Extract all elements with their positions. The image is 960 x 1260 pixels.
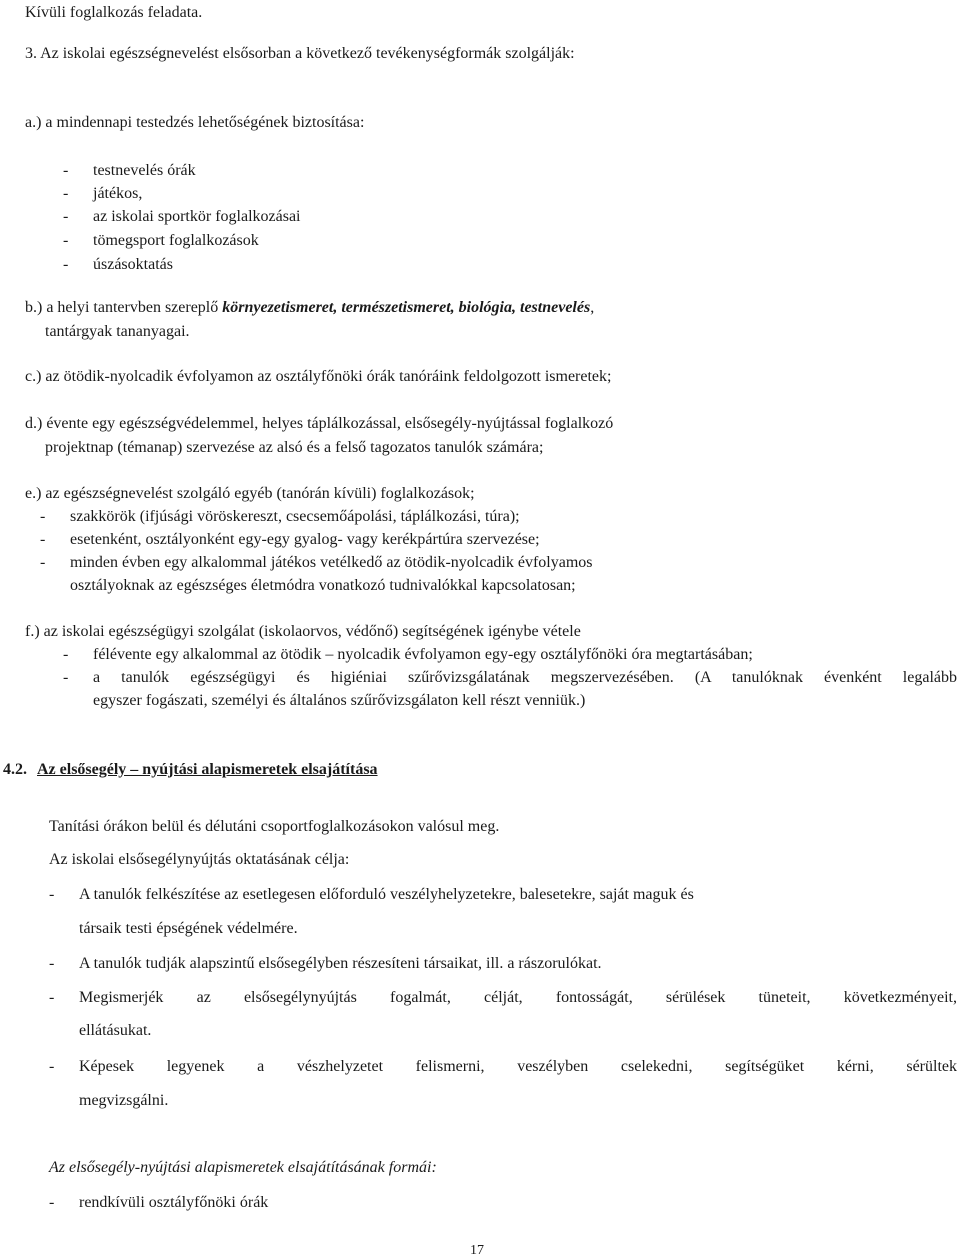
list-item: a tanulók egészségügyi és higiéniai szűrővizsgálatának megszervezésében. (A tanulóknak évenként legalább [93,669,957,686]
section-3-heading: 3. Az iskolai egészségnevelést elsősorban a következő tevékenységformák szolgálják: [25,45,575,62]
list-item: tömegsport foglalkozások [93,232,259,249]
bullet-dash: - [63,669,69,686]
bullet-dash: - [63,232,69,249]
item-d-line1: d.) évente egy egészségvédelemmel, helyes táplálkozással, elsősegély-nyújtással foglalkozó [25,415,614,432]
goal-item-line2: ellátásukat. [79,1022,152,1039]
goal-item-line1: Megismerjék az elsősegélynyújtás fogalmát, célját, fontosságát, sérülések tüneteit, következményeit, [79,989,957,1006]
list-item: játékos, [93,185,143,202]
bullet-dash: - [49,886,55,903]
top-line: Kívüli foglalkozás feladata. [25,4,203,21]
page-number: 17 [470,1243,484,1258]
item-e-text: e.) az egészségnevelést szolgáló egyéb (tanórán kívüli) foglalkozások; [25,485,475,502]
section-4-2-title: Az elsősegély – nyújtási alapismeretek elsajátítása [37,761,378,778]
goal-item-line1: A tanulók tudják alapszintű elsősegélyben részesíteni társaikat, ill. a rászorulókat. [79,955,602,972]
bullet-dash: - [49,989,55,1006]
bullet-dash: - [40,508,46,525]
forms-heading: Az elsősegély-nyújtási alapismeretek elsajátításának formái: [49,1159,437,1176]
paragraph: Tanítási órákon belül és délutáni csoportfoglalkozásokon valósul meg. [49,818,500,835]
bullet-dash: - [49,1194,55,1211]
goal-item-line1: Képesek legyenek a vészhelyzetet felismerni, veszélyben cselekedni, segítségüket kérni, sérültek [79,1058,957,1075]
bullet-dash: - [63,256,69,273]
bullet-dash: - [49,1058,55,1075]
list-item: szakkörök (ifjúsági vöröskereszt, csecsemőápolási, táplálkozási, túra); [70,508,520,525]
list-item: úszásoktatás [93,256,173,273]
item-a-text: a.) a mindennapi testedzés lehetőségének biztosítása: [25,114,365,131]
item-d-line2: projektnap (témanap) szervezése az alsó és a felső tagozatos tanulók számára; [45,439,544,456]
bullet-dash: - [63,646,69,663]
goal-item-line2: megvizsgálni. [79,1092,169,1109]
bullet-dash: - [63,185,69,202]
item-c-text: c.) az ötödik-nyolcadik évfolyamon az osztályfőnöki órák tanóráink feldolgozott ismeretek; [25,368,612,385]
bullet-dash: - [40,531,46,548]
list-item: az iskolai sportkör foglalkozásai [93,208,301,225]
list-item: esetenként, osztályonként egy-egy gyalog- vagy kerékpártúra szervezése; [70,531,540,548]
bullet-dash: - [63,162,69,179]
item-b-line2: tantárgyak tananyagai. [45,323,190,340]
item-b-subjects: környezetismeret, természetismeret, biológia, testnevelés [222,299,591,316]
item-b-suffix: , [590,299,595,316]
list-item-continuation: osztályoknak az egészséges életmódra vonatkozó tudnivalókkal kapcsolatosan; [70,577,576,594]
list-item-continuation: egyszer fogászati, személyi és általános szűrővizsgálaton kell részt venniük.) [93,692,586,709]
bullet-dash: - [49,955,55,972]
item-b-line1 [25,298,594,318]
list-item: minden évben egy alkalommal játékos vetélkedő az ötödik-nyolcadik évfolyamos [70,554,593,571]
form-item: rendkívüli osztályfőnöki órák [79,1194,269,1211]
item-b-prefix: b.) a helyi tantervben szereplő [25,299,223,316]
goal-item-line2: társaik testi épségének védelmére. [79,920,298,937]
bullet-dash: - [63,208,69,225]
goal-item-line1: A tanulók felkészítése az esetlegesen előforduló veszélyhelyzetekre, balesetekre, saját maguk és [79,886,694,903]
list-item: testnevelés órák [93,162,196,179]
list-item: félévente egy alkalommal az ötödik – nyolcadik évfolyamon egy-egy osztályfőnöki óra megtartásában; [93,646,753,663]
bullet-dash: - [40,554,46,571]
paragraph: Az iskolai elsősegélynyújtás oktatásának célja: [49,851,350,868]
item-f-text: f.) az iskolai egészségügyi szolgálat (iskolaorvos, védőnő) segítségének igénybe vétele [25,623,581,640]
section-4-2-number: 4.2. [3,761,27,778]
